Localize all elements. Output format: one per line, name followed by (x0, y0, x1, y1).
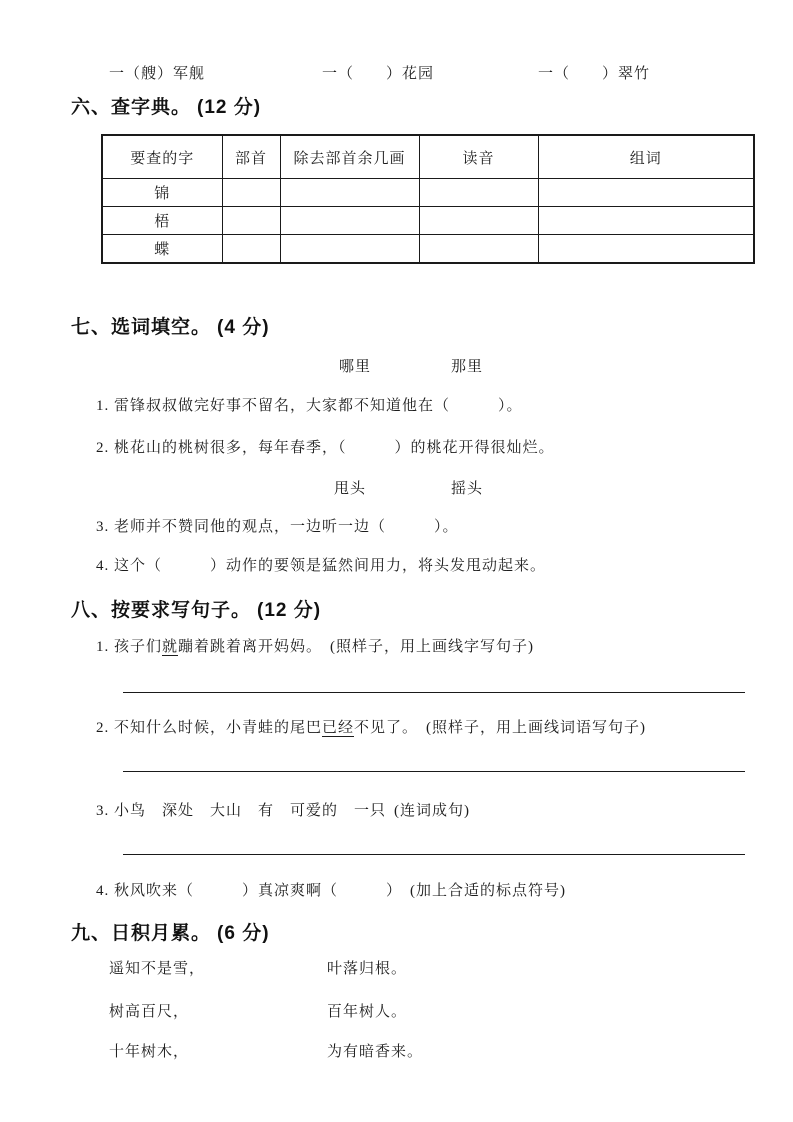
section-six-title: 六、查字典。 (71, 97, 192, 118)
table-cell-char: 蝶 (102, 235, 222, 264)
table-cell-blank (280, 235, 419, 264)
item-3-note: (连词成句) (394, 803, 471, 819)
counting-item-bamboo: 一（ ）翠竹 (538, 66, 651, 82)
table-cell-blank (419, 235, 538, 264)
table-header-row (102, 135, 754, 179)
table-cell-blank (419, 207, 538, 235)
answer-line-2 (123, 771, 745, 772)
table-cell-blank (280, 207, 419, 235)
item-2-post: 不见了。 (354, 720, 419, 736)
answer-line-1 (123, 692, 745, 693)
section-eight-score: (12 分) (257, 600, 322, 621)
couplet-2-right: 百年树人。 (327, 1004, 408, 1020)
section-seven-item-1: 1. 雷锋叔叔做完好事不留名，大家都不知道他在（ ）。 (96, 398, 523, 414)
table-header-char: 要查的字 (102, 135, 222, 179)
table-header-radical: 部首 (222, 135, 280, 179)
table-row (102, 207, 754, 235)
word-bank-nali-a: 哪里 (339, 359, 372, 375)
dictionary-table (101, 134, 755, 264)
table-cell-blank (222, 207, 280, 235)
section-nine-heading (71, 918, 270, 945)
item-1-pre: 1. 孩子们 (96, 639, 163, 655)
section-eight-item-1 (96, 635, 534, 656)
couplet-2-left: 树高百尺， (109, 1004, 190, 1020)
section-six-score: (12 分) (197, 97, 262, 118)
item-4-text: 4. 秋风吹来（ ）真凉爽啊（ ） (96, 883, 403, 899)
section-eight-item-2 (96, 716, 646, 737)
table-cell-blank (419, 179, 538, 207)
couplet-1-left: 遥知不是雪， (109, 961, 206, 977)
table-cell-blank (222, 235, 280, 264)
answer-line-3 (123, 854, 745, 855)
item-1-post: 蹦着跳着离开妈妈。 (178, 639, 323, 655)
section-eight-title: 八、按要求写句子。 (71, 600, 252, 621)
table-cell-char: 梧 (102, 207, 222, 235)
item-3-words: 3. 小鸟 深处 大山 有 可爱的 一只 (96, 803, 387, 819)
table-cell-blank (222, 179, 280, 207)
table-header-word: 组词 (538, 135, 754, 179)
section-eight-item-4 (96, 879, 566, 900)
item-2-note: (照样子，用上画线词语写句子) (426, 720, 647, 736)
item-2-pre: 2. 不知什么时候，小青蛙的尾巴 (96, 720, 323, 736)
word-bank-shuaitou: 甩头 (334, 481, 367, 497)
item-1-underlined-word: 就 (162, 639, 179, 655)
word-bank-nali-b: 那里 (451, 359, 484, 375)
table-cell-blank (538, 207, 754, 235)
word-bank-yaotou: 摇头 (451, 481, 484, 497)
table-header-pronunciation: 读音 (419, 135, 538, 179)
section-eight-heading (71, 595, 321, 622)
item-1-note: (照样子，用上画线字写句子) (330, 639, 535, 655)
table-cell-blank (538, 179, 754, 207)
section-seven-item-4: 4. 这个（ ）动作的要领是猛然间用力，将头发甩动起来。 (96, 558, 547, 574)
couplet-1-right: 叶落归根。 (327, 961, 408, 977)
table-cell-blank (538, 235, 754, 264)
section-seven-item-3: 3. 老师并不赞同他的观点，一边听一边（ ）。 (96, 519, 459, 535)
section-seven-title: 七、选词填空。 (71, 317, 212, 338)
item-4-note: (加上合适的标点符号) (410, 883, 567, 899)
couplet-3-right: 为有暗香来。 (327, 1044, 424, 1060)
section-nine-score: (6 分) (217, 923, 270, 944)
table-header-strokes: 除去部首余几画 (280, 135, 419, 179)
couplet-3-left: 十年树木， (109, 1044, 190, 1060)
table-cell-char: 锦 (102, 179, 222, 207)
section-eight-item-3 (96, 799, 470, 820)
section-seven-heading (71, 312, 270, 339)
counting-item-warship: 一（艘）军舰 (109, 66, 206, 82)
section-seven-item-2: 2. 桃花山的桃树很多，每年春季，（ ）的桃花开得很灿烂。 (96, 440, 555, 456)
counting-item-garden: 一（ ）花园 (322, 66, 435, 82)
table-row (102, 179, 754, 207)
section-seven-score: (4 分) (217, 317, 270, 338)
table-cell-blank (280, 179, 419, 207)
section-nine-title: 九、日积月累。 (71, 923, 212, 944)
section-six-heading (71, 92, 261, 119)
item-2-underlined-word: 已经 (322, 720, 355, 736)
table-row (102, 235, 754, 264)
